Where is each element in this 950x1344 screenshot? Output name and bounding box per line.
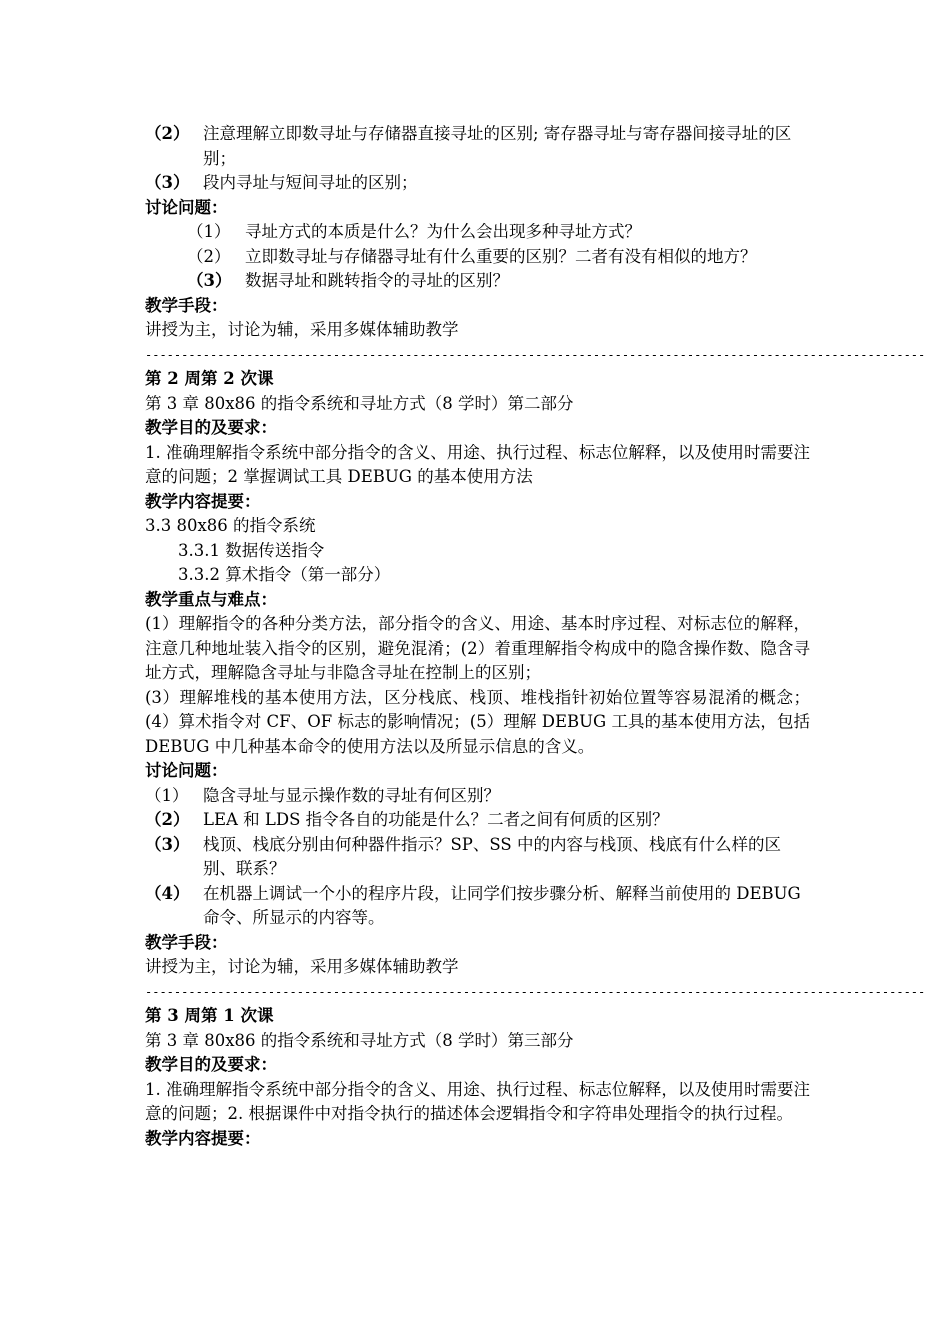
- paragraph: 1. 准确理解指令系统中部分指令的含义、用途、执行过程、标志位解释，以及使用时需要注意的问题；2. 根据课件中对指令执行的描述体会逻辑指令和字符串处理指令的执行过程。: [145, 1079, 810, 1123]
- lesson-title: 第 3 周第 1 次课: [145, 1006, 274, 1025]
- section-heading: 讨论问题：: [145, 197, 228, 217]
- section-heading: 教学手段：: [145, 295, 228, 315]
- list-item: [145, 784, 810, 809]
- item-number: （1）: [187, 222, 231, 241]
- list-item: [187, 245, 810, 270]
- separator-line: ------------------------------------------------------------------------------------------------------------: [145, 347, 926, 362]
- list-item: [145, 808, 810, 833]
- chapter-line: 第 3 章 80x86 的指令系统和寻址方式（8 学时）第三部分: [145, 1030, 574, 1050]
- discussion-list: [145, 784, 810, 931]
- list-item: [187, 269, 810, 294]
- section-heading: 教学目的及要求：: [145, 1055, 277, 1074]
- list-item: [145, 171, 810, 196]
- item-number: （4）: [145, 883, 190, 903]
- paragraph: 讲授为主，讨论为辅，采用多媒体辅助教学: [145, 957, 459, 976]
- list-item: [145, 833, 810, 882]
- item-number: （3）: [187, 271, 232, 290]
- list-item: [145, 122, 810, 171]
- item-number: （1）: [145, 785, 189, 805]
- item-text: 栈顶、栈底分别由何种器件指示？SP、SS 中的内容与栈顶、栈底有什么样的区别、联系？: [203, 834, 781, 878]
- paragraph: (1）理解指令的各种分类方法，部分指令的含义、用途、基本时序过程、对标志位的解释，注意几种地址装入指令的区别，避免混淆；(2）着重理解指令构成中的隐含操作数、隐含寻址方式，理解隐含寻址与非隐含寻址在控制上的区别；: [145, 614, 810, 682]
- item-text: 隐含寻址与显示操作数的寻址有何区别？: [203, 785, 500, 805]
- item-number: （3）: [145, 173, 190, 192]
- content-item: 3.3.2 算术指令（第一部分）: [178, 565, 391, 584]
- document-page: [145, 122, 926, 1151]
- item-text: 寻址方式的本质是什么？为什么会出现多种寻址方式？: [245, 222, 641, 241]
- list-item: [145, 882, 810, 931]
- paragraph: 1. 准确理解指令系统中部分指令的含义、用途、执行过程、标志位解释，以及使用时需要注意的问题；2 掌握调试工具 DEBUG 的基本使用方法: [145, 442, 810, 486]
- item-text: LEA 和 LDS 指令各自的功能是什么？二者之间有何质的区别？: [203, 810, 669, 829]
- section-heading: 教学手段：: [145, 932, 228, 952]
- lesson-title: 第 2 周第 2 次课: [145, 369, 274, 388]
- item-text: 注意理解立即数寻址与存储器直接寻址的区别; 寄存器寻址与寄存器间接寻址的区别；: [203, 124, 792, 168]
- item-text: 立即数寻址与存储器寻址有什么重要的区别？二者有没有相似的地方？: [245, 246, 757, 266]
- item-number: （2）: [145, 810, 190, 829]
- section-heading: 教学目的及要求：: [145, 418, 277, 437]
- item-text: 在机器上调试一个小的程序片段，让同学们按步骤分析、解释当前使用的 DEBUG 命令、所显示的内容等。: [203, 883, 801, 927]
- discussion-list: [145, 220, 810, 294]
- item-number: （2）: [187, 246, 231, 266]
- section-heading: 讨论问题：: [145, 761, 228, 780]
- paragraph: 讲授为主，讨论为辅，采用多媒体辅助教学: [145, 320, 459, 339]
- list-item: [187, 220, 810, 245]
- section-heading: 教学内容提要：: [145, 1128, 261, 1148]
- section-heading: 教学重点与难点：: [145, 589, 277, 609]
- chapter-line: 第 3 章 80x86 的指令系统和寻址方式（8 学时）第二部分: [145, 393, 574, 413]
- section-heading: 教学内容提要：: [145, 491, 261, 511]
- item-number: （3）: [145, 834, 190, 854]
- separator-line: ------------------------------------------------------------------------------------------------------------: [145, 984, 926, 999]
- paragraph: (3）理解堆栈的基本使用方法，区分栈底、栈顶、堆栈指针初始位置等容易混淆的概念；(4）算术指令对 CF、OF 标志的影响情况；(5）理解 DEBUG 工具的基本使用方法，包括 DEBUG 中几种基本命令的使用方法以及所显示信息的含义。: [145, 687, 810, 756]
- focus-list: [145, 122, 810, 196]
- item-number: （2）: [145, 124, 190, 143]
- content-item: 3.3.1 数据传送指令: [178, 540, 325, 560]
- item-text: 数据寻址和跳转指令的寻址的区别？: [245, 271, 509, 290]
- item-text: 段内寻址与短间寻址的区别；: [203, 173, 418, 192]
- content-item: 3.3 80x86 的指令系统: [145, 516, 316, 535]
